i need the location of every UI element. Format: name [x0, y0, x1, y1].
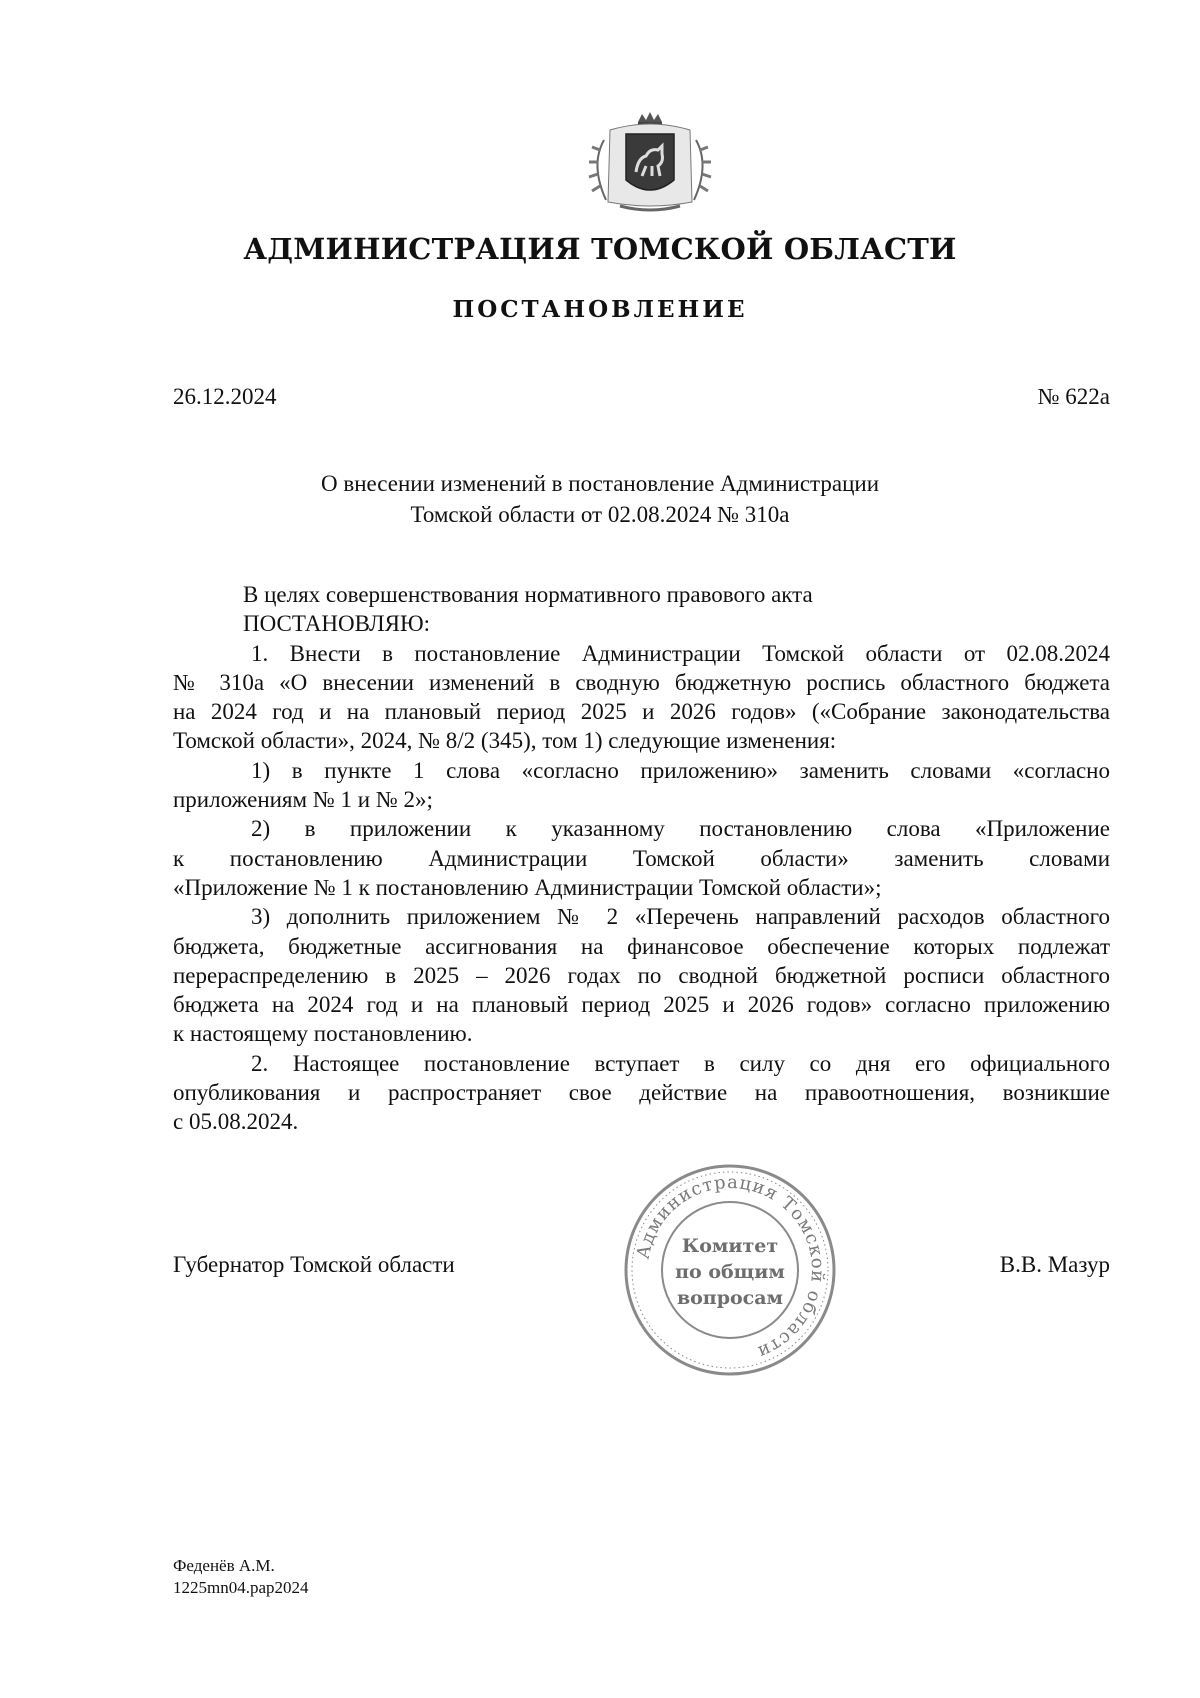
document-date: 26.12.2024 [173, 384, 277, 409]
body-line: 3) дополнить приложением № 2 «Перечень направлений расходов областного [251, 904, 1110, 930]
executor-info [173, 1555, 309, 1599]
file-code: 1225mn04.pap2024 [173, 1578, 309, 1597]
signer-position: Губернатор Томской области [173, 1252, 455, 1277]
coat-of-arms-emblem [580, 110, 720, 215]
official-stamp [620, 1160, 840, 1380]
document-subject [0, 468, 1200, 530]
body-line: 2) в приложении к указанному постановлению слова «Приложение [251, 816, 1110, 842]
subject-line: О внесении изменений в постановление Администрации [320, 471, 880, 496]
body-line: № 310а «О внесении изменений в сводную бюджетную роспись областного бюджета [173, 669, 1110, 695]
document-number: № 622а [1037, 384, 1110, 409]
body-line: к настоящему постановлению. [173, 1021, 473, 1047]
body-line: Томской области», 2024, № 8/2 (345), том 1) следующие изменения: [173, 728, 837, 754]
stamp-center-line: вопросам [676, 1287, 784, 1309]
body-line: бюджета, бюджетные ассигнования на финансовое обеспечение которых подлежат [173, 933, 1110, 959]
body-line: перераспределению в 2025 – 2026 годах по сводной бюджетной росписи областного [173, 962, 1110, 988]
body-line: В целях совершенствования нормативного правового акта [243, 582, 813, 607]
stamp-ring-textpath: Администрация Томской области [632, 1171, 829, 1363]
body-line: 1. Внести в постановление Администрации Томской области от 02.08.2024 [251, 640, 1110, 666]
body-line: к постановлению Администрации Томской области» заменить словами [173, 845, 1110, 871]
stamp-center-line: по общим [675, 1261, 785, 1283]
organization-title: АДМИНИСТРАЦИЯ ТОМСКОЙ ОБЛАСТИ [243, 232, 957, 266]
executor-name: Феденёв А.М. [173, 1556, 275, 1575]
body-line: с 05.08.2024. [173, 1109, 299, 1135]
subject-line: Томской области от 02.08.2024 № 310а [410, 502, 790, 527]
body-line: на 2024 год и на плановый период 2025 и 2026 годов» («Собрание законодательства [173, 699, 1110, 725]
document-body [173, 580, 1110, 1137]
document-type-title: ПОСТАНОВЛЕНИЕ [452, 296, 748, 323]
resolution-word: ПОСТАНОВЛЯЮ: [243, 611, 431, 637]
body-line: бюджета на 2024 год и на плановый период 2025 и 2026 годов» согласно приложению [173, 992, 1110, 1018]
body-line: приложениям № 1 и № 2»; [173, 787, 433, 813]
body-line: «Приложение № 1 к постановлению Администрации Томской области»; [173, 874, 882, 900]
body-line: 1) в пункте 1 слова «согласно приложению» заменить словами «согласно [251, 757, 1110, 783]
signer-name: В.В. Мазур [999, 1252, 1110, 1277]
body-line: опубликования и распространяет свое действие на правоотношения, возникшие [173, 1080, 1110, 1106]
stamp-center-line: Комитет [681, 1235, 779, 1257]
body-line: 2. Настоящее постановление вступает в силу со дня его официального [251, 1050, 1110, 1076]
